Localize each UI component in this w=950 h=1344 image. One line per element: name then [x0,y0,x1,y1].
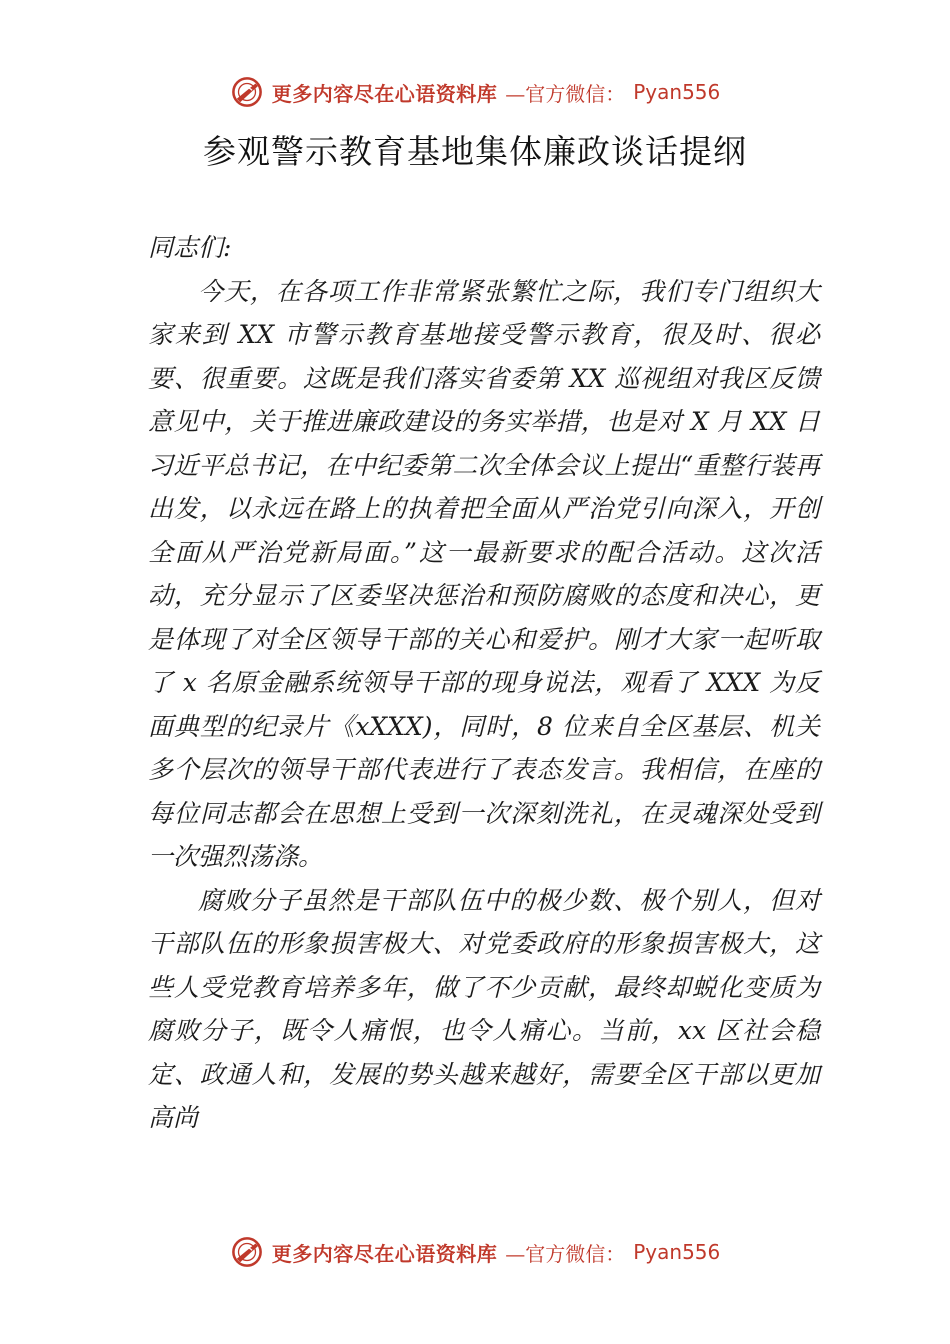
watermark-text: 更多内容尽在心语资料库 [271,81,498,106]
watermark-wechat-id: Pyan556 [633,80,721,104]
watermark-wechat-id: Pyan556 [633,1240,721,1264]
watermark-text: 更多内容尽在心语资料库 [271,1241,498,1266]
watermark-separator: —官方微信： [505,1241,626,1266]
document-body [148,226,820,1140]
footer-watermark [0,1232,950,1272]
paragraph-2: 腐败分子虽然是干部队伍中的极少数、极个别人，但对干部队伍的形象损害极大、对党委政府的形象损害极大，这些人受党教育培养多年，做了不少贡献，最终却蜕化变质为腐败分子，既令人痛恨，也令人痛心。当前，xx 区社会稳定、政通人和，发展的势头越来越好，需要全区干部以更加高尚 [148,885,820,1132]
seal-logo-icon [230,1235,264,1269]
salutation: 同志们: [148,233,232,262]
document-title: 参观警示教育基地集体廉政谈话提纲 [203,132,747,171]
seal-logo-icon [230,75,264,109]
paragraph-1: 今天，在各项工作非常紧张繁忙之际，我们专门组织大家来到 XX 市警示教育基地接受警示教育，很及时、很必要、很重要。这既是我们落实省委第 XX 巡视组对我区反馈意见中，关于推进廉政建设的务实举措，也是对 X 月 XX 日习近平总书记，在中纪委第二次全体会议上提出“重整行装再出发，以永远在路上的执着把全面从严治党引向深入，开创全面从严治党新局面。”这一最新要求的配合活动。这次活动，充分显示了区委坚决惩治和预防腐败的态度和决心，更是体现了对全区领导干部的关心和爱护。刚才大家一起听取了 x 名原金融系统领导干部的现身说法，观看了 XXX 为反面典型的纪录片《xXXX)，同时，8 位来自全区基层、机关多个层次的领导干部代表进行了表态发言。我相信，在座的每位同志都会在思想上受到一次深刻洗礼，在灵魂深处受到一次强烈荡涤。 [148,276,820,871]
watermark-separator: —官方微信： [505,81,626,106]
header-watermark [0,72,950,112]
